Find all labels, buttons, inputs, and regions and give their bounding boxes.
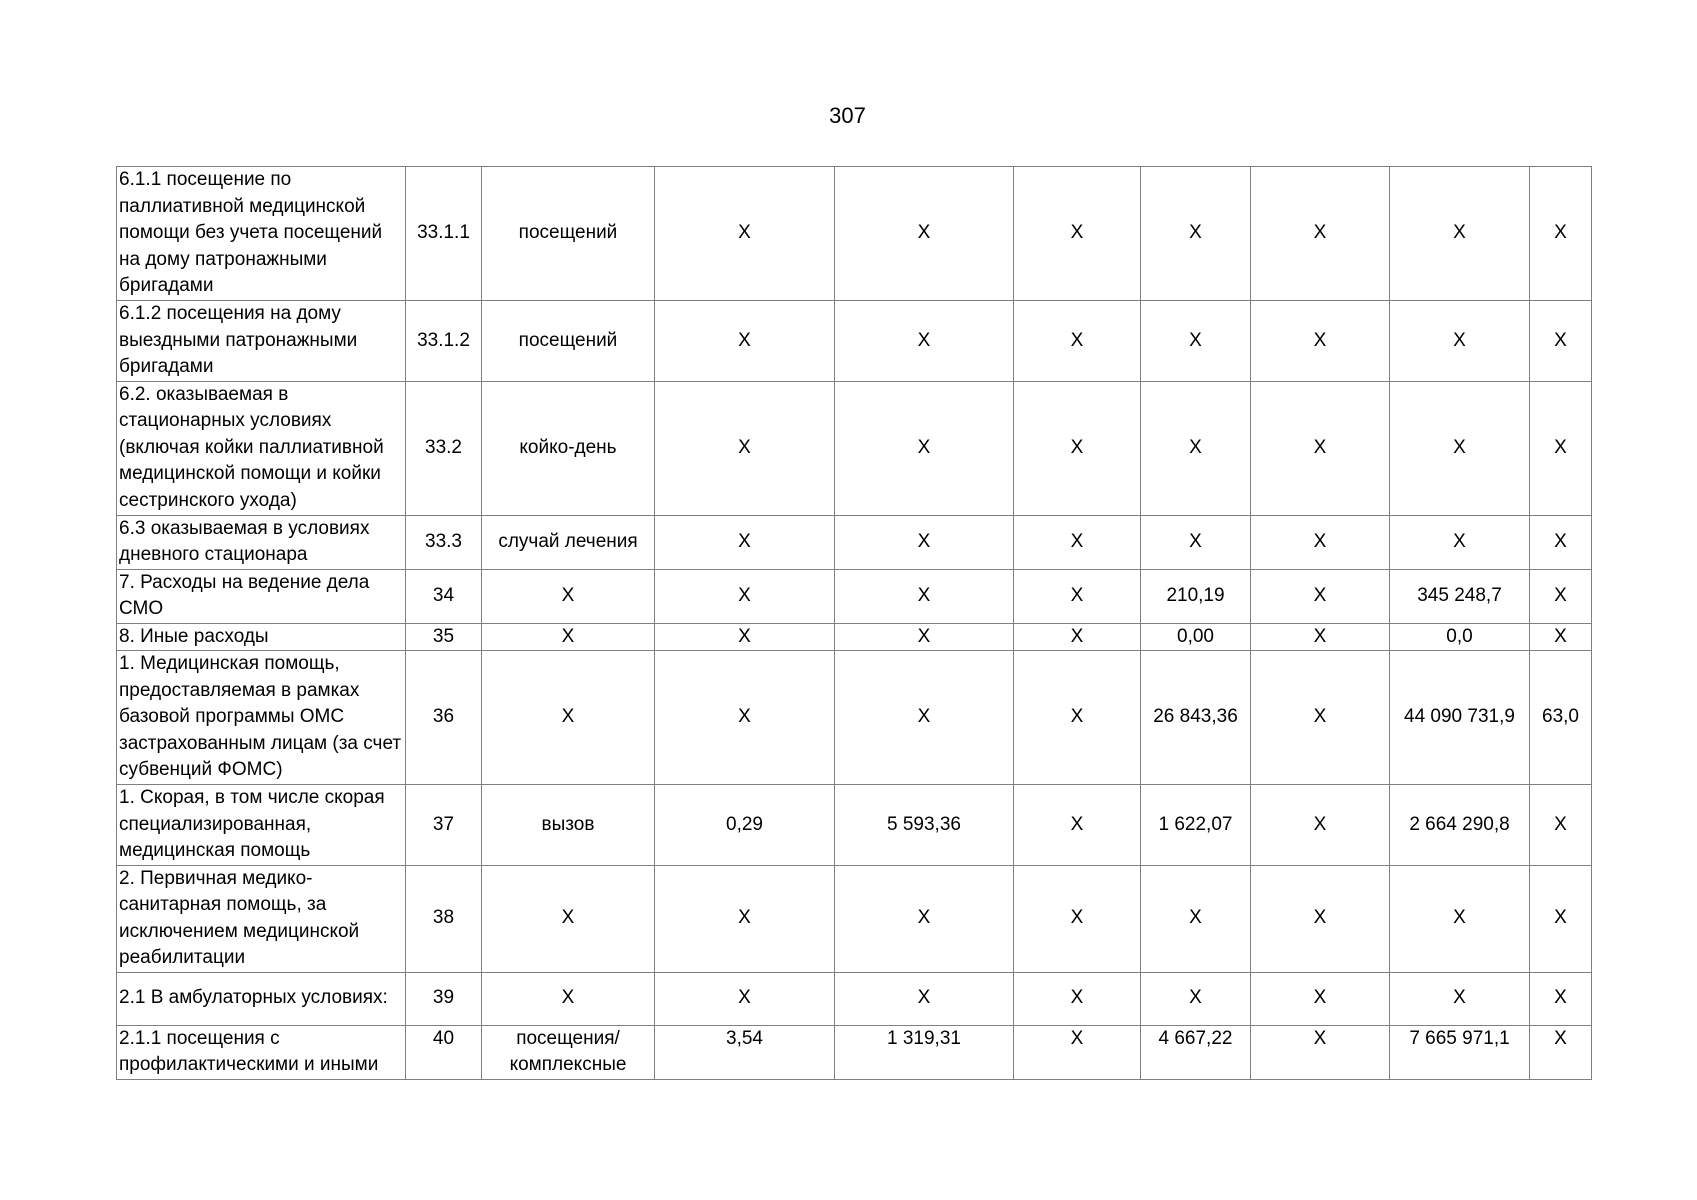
row-value-cell: 1 622,07 <box>1141 785 1251 866</box>
table-row <box>117 569 1592 623</box>
row-value-cell: X <box>1390 972 1530 1025</box>
row-name-cell: 6.2. оказываемая в стационарных условиях (включая койки паллиативной медицинской помощи и койки сестринского ухода) <box>117 381 406 515</box>
row-value-cell: X <box>655 651 835 785</box>
row-value-cell: X <box>1390 381 1530 515</box>
row-code-cell: 40 <box>406 1025 482 1079</box>
row-value-cell: X <box>1530 515 1592 569</box>
row-value-cell: 5 593,36 <box>835 785 1014 866</box>
table-row <box>117 167 1592 301</box>
row-unit-cell: вызов <box>482 785 655 866</box>
row-value-cell: X <box>1014 381 1141 515</box>
row-value-cell: X <box>835 515 1014 569</box>
row-name-cell: 2.1 В амбулаторных условиях: <box>117 972 406 1025</box>
row-code-cell: 33.2 <box>406 381 482 515</box>
row-value-cell: X <box>835 651 1014 785</box>
row-code-cell: 33.3 <box>406 515 482 569</box>
row-value-cell: X <box>655 865 835 972</box>
row-value-cell: X <box>1251 515 1390 569</box>
row-value-cell: X <box>1390 167 1530 301</box>
table-row <box>117 381 1592 515</box>
row-name-cell: 6.3 оказываемая в условиях дневного стационара <box>117 515 406 569</box>
row-unit-cell: случай лечения <box>482 515 655 569</box>
row-value-cell: X <box>1390 865 1530 972</box>
row-name-cell: 7. Расходы на ведение дела СМО <box>117 569 406 623</box>
row-value-cell: X <box>835 381 1014 515</box>
row-code-cell: 39 <box>406 972 482 1025</box>
row-value-cell: X <box>835 569 1014 623</box>
row-value-cell: X <box>1251 1025 1390 1079</box>
row-value-cell: X <box>655 301 835 382</box>
row-value-cell: X <box>655 623 835 651</box>
row-value-cell: X <box>1390 301 1530 382</box>
row-unit-cell: X <box>482 865 655 972</box>
row-value-cell: X <box>1141 381 1251 515</box>
row-value-cell: X <box>1530 569 1592 623</box>
page-number <box>0 103 1697 129</box>
row-code-cell: 36 <box>406 651 482 785</box>
row-name-cell: 1. Скорая, в том числе скорая специализированная, медицинская помощь <box>117 785 406 866</box>
row-value-cell: X <box>1530 167 1592 301</box>
row-code-cell: 37 <box>406 785 482 866</box>
row-name-cell: 6.1.1 посещение по паллиативной медицинской помощи без учета посещений на дому патронажными бригадами <box>117 167 406 301</box>
row-value-cell: 2 664 290,8 <box>1390 785 1530 866</box>
row-code-cell: 38 <box>406 865 482 972</box>
row-value-cell: X <box>1251 623 1390 651</box>
table-row <box>117 623 1592 651</box>
row-value-cell: 26 843,36 <box>1141 651 1251 785</box>
row-value-cell: 3,54 <box>655 1025 835 1079</box>
row-value-cell: X <box>655 515 835 569</box>
row-value-cell: X <box>1141 301 1251 382</box>
row-value-cell: X <box>1141 515 1251 569</box>
row-value-cell: X <box>1014 623 1141 651</box>
row-code-cell: 35 <box>406 623 482 651</box>
row-value-cell: X <box>1530 623 1592 651</box>
table-row <box>117 865 1592 972</box>
row-value-cell: X <box>1141 865 1251 972</box>
row-value-cell: X <box>1141 972 1251 1025</box>
row-unit-cell: X <box>482 623 655 651</box>
row-value-cell: 0,29 <box>655 785 835 866</box>
row-value-cell: X <box>1251 167 1390 301</box>
row-value-cell: X <box>655 972 835 1025</box>
row-value-cell: X <box>1014 972 1141 1025</box>
row-value-cell: X <box>835 623 1014 651</box>
page-number-text: 307 <box>829 103 866 128</box>
row-value-cell: X <box>1530 301 1592 382</box>
row-unit-cell: посещений <box>482 167 655 301</box>
row-value-cell: X <box>1251 865 1390 972</box>
row-value-cell: X <box>1530 381 1592 515</box>
row-name-cell: 2.1.1 посещения с профилактическими и иными <box>117 1025 406 1079</box>
row-value-cell: X <box>1251 381 1390 515</box>
row-unit-cell: X <box>482 972 655 1025</box>
row-value-cell: X <box>1141 167 1251 301</box>
row-value-cell: X <box>655 167 835 301</box>
row-name-cell: 2. Первичная медико-санитарная помощь, за исключением медицинской реабилитации <box>117 865 406 972</box>
row-value-cell: 0,0 <box>1390 623 1530 651</box>
row-name-cell: 1. Медицинская помощь, предоставляемая в рамках базовой программы ОМС застрахованным лицам (за счет субвенций ФОМС) <box>117 651 406 785</box>
row-value-cell: X <box>1014 569 1141 623</box>
table-row <box>117 972 1592 1025</box>
row-value-cell: X <box>1251 785 1390 866</box>
row-code-cell: 33.1.2 <box>406 301 482 382</box>
row-value-cell: X <box>835 167 1014 301</box>
table-row <box>117 301 1592 382</box>
row-unit-cell: посещений <box>482 301 655 382</box>
row-name-cell: 6.1.2 посещения на дому выездными патронажными бригадами <box>117 301 406 382</box>
row-value-cell: 44 090 731,9 <box>1390 651 1530 785</box>
table-row <box>117 785 1592 866</box>
data-table <box>116 166 1592 1080</box>
row-value-cell: X <box>1251 301 1390 382</box>
row-value-cell: X <box>1014 515 1141 569</box>
row-unit-cell: посещения/ комплексные <box>482 1025 655 1079</box>
row-code-cell: 33.1.1 <box>406 167 482 301</box>
row-value-cell: 4 667,22 <box>1141 1025 1251 1079</box>
row-value-cell: X <box>835 972 1014 1025</box>
row-value-cell: X <box>1251 569 1390 623</box>
row-value-cell: X <box>1014 301 1141 382</box>
row-value-cell: 0,00 <box>1141 623 1251 651</box>
row-unit-cell: койко-день <box>482 381 655 515</box>
row-value-cell: X <box>1014 785 1141 866</box>
table-row <box>117 515 1592 569</box>
row-name-cell: 8. Иные расходы <box>117 623 406 651</box>
row-value-cell: X <box>1530 972 1592 1025</box>
row-value-cell: X <box>655 569 835 623</box>
row-value-cell: X <box>1251 651 1390 785</box>
row-value-cell: X <box>1530 1025 1592 1079</box>
row-value-cell: X <box>1014 1025 1141 1079</box>
row-value-cell: X <box>1530 865 1592 972</box>
row-value-cell: X <box>1390 515 1530 569</box>
row-value-cell: X <box>655 381 835 515</box>
row-value-cell: 7 665 971,1 <box>1390 1025 1530 1079</box>
row-value-cell: 1 319,31 <box>835 1025 1014 1079</box>
row-value-cell: X <box>835 301 1014 382</box>
table-row <box>117 651 1592 785</box>
row-value-cell: X <box>1530 785 1592 866</box>
row-value-cell: 210,19 <box>1141 569 1251 623</box>
row-value-cell: X <box>1014 651 1141 785</box>
row-value-cell: X <box>1014 865 1141 972</box>
row-unit-cell: X <box>482 569 655 623</box>
row-unit-cell: X <box>482 651 655 785</box>
row-code-cell: 34 <box>406 569 482 623</box>
row-value-cell: X <box>1014 167 1141 301</box>
row-value-cell: 345 248,7 <box>1390 569 1530 623</box>
row-value-cell: 63,0 <box>1530 651 1592 785</box>
row-value-cell: X <box>1251 972 1390 1025</box>
row-value-cell: X <box>835 865 1014 972</box>
table-row <box>117 1025 1592 1079</box>
